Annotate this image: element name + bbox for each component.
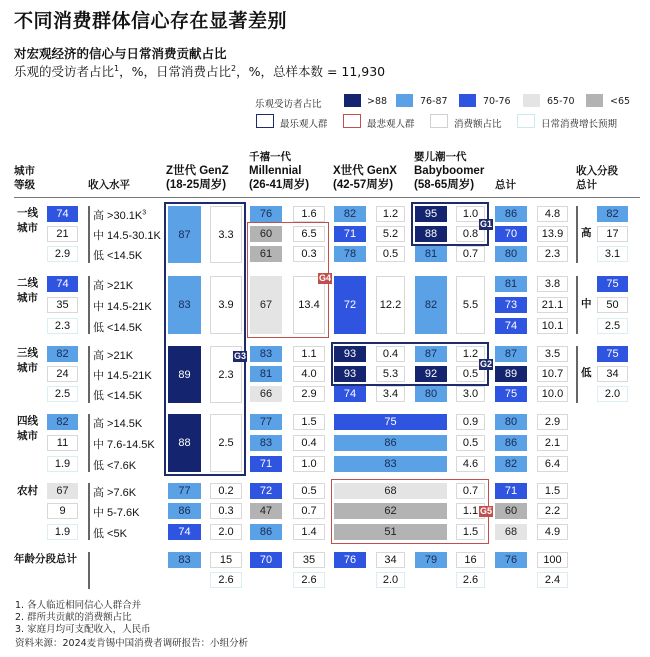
genz-optimism: 74 xyxy=(168,524,201,540)
genz-optimism: 83 xyxy=(168,276,201,334)
total-share: 21.1 xyxy=(537,297,568,313)
income-total-low-optimism: 75 xyxy=(597,346,628,362)
income-total-divider xyxy=(576,276,578,334)
boomer-share: 1.2 xyxy=(456,346,485,362)
millennial-share: 4.0 xyxy=(293,366,325,382)
total-optimism: 81 xyxy=(495,276,527,292)
genx-optimism: 78 xyxy=(334,246,366,262)
boomer-total-share: 16 xyxy=(456,552,485,568)
millennial-optimism: 47 xyxy=(250,503,282,519)
millennial-optimism: 76 xyxy=(250,206,282,222)
tier-label-tier2: 二线 城市 xyxy=(17,277,38,304)
boomer-share: 0.8 xyxy=(456,226,485,242)
boomer-total-optimism: 79 xyxy=(415,552,447,568)
income-high: 高 $>30.1K^3$ xyxy=(93,209,147,222)
income-total-high-growth: 3.1 xyxy=(597,246,628,262)
genx-share: 5.3 xyxy=(376,366,405,382)
legend-box-consumption-share xyxy=(430,114,448,128)
income-mid: 中 14.5-21K xyxy=(93,301,152,313)
boomer-share: 3.0 xyxy=(456,386,485,402)
genz-total-share: 15 xyxy=(210,552,242,568)
total-share: 2.2 xyxy=(537,503,568,519)
legend-label-65-70: 65-70 xyxy=(547,96,575,107)
legend-label-growth-expectation: 日常消费增长预期 xyxy=(541,119,618,130)
millennial-total-optimism: 70 xyxy=(250,552,282,568)
genx-boomer-share: 0.9 xyxy=(456,414,485,430)
chart-units: 乐观的受访者占比$^1$，%，日常消费占比$^2$，%，总样本数 = 11,930 xyxy=(14,63,386,79)
millennial-share: 0.7 xyxy=(293,503,325,519)
total-optimism: 80 xyxy=(495,414,527,430)
millennial-share: 6.5 xyxy=(293,226,325,242)
income-total-label-high: 高 xyxy=(581,227,592,239)
header-babyboomer: 婴儿潮一代 Babyboomer (58-65周岁) xyxy=(414,151,485,191)
income-divider xyxy=(88,414,90,472)
boomer-share: 0.7 xyxy=(456,246,485,262)
genx-share: 12.2 xyxy=(376,276,405,334)
income-low: 低 <14.5K xyxy=(93,390,143,402)
total-optimism: 73 xyxy=(495,297,527,313)
millennial-share: 1.5 xyxy=(293,414,325,430)
genx-optimism: 71 xyxy=(334,226,366,242)
tier-label-tier3: 三线 城市 xyxy=(17,347,38,374)
legend-swatch-gt88 xyxy=(344,94,361,107)
income-total-high-share: 17 xyxy=(597,226,628,242)
income-high: 高 >7.6K xyxy=(93,487,137,499)
boomer-share: 0.5 xyxy=(456,366,485,382)
millennial-optimism: 72 xyxy=(250,483,282,499)
genx-boomer-share: 4.6 xyxy=(456,456,485,472)
city-optimism: 74 xyxy=(47,206,78,222)
total-optimism: 87 xyxy=(495,346,527,362)
genz-total-optimism: 83 xyxy=(168,552,201,568)
footnote-1: 1. 各人临近相同信心人群合并 xyxy=(15,600,142,611)
total-share: 4.8 xyxy=(537,206,568,222)
tier-label-tier1: 一线 城市 xyxy=(17,207,38,234)
genx-total-growth: 2.0 xyxy=(376,572,405,588)
millennial-optimism: 81 xyxy=(250,366,282,382)
total-optimism: 71 xyxy=(495,483,527,499)
millennial-optimism: 60 xyxy=(250,226,282,242)
header-city-tier: 城市 等级 xyxy=(14,165,35,191)
income-mid: 中 5-7.6K xyxy=(93,507,140,519)
millennial-share: 0.5 xyxy=(293,483,325,499)
genx-boomer-share: 1.5 xyxy=(456,524,485,540)
genz-optimism: 87 xyxy=(168,206,201,263)
total-share: 1.5 xyxy=(537,483,568,499)
millennial-share: 1.1 xyxy=(293,346,325,362)
genx-optimism: 74 xyxy=(334,386,366,402)
millennial-optimism: 67 xyxy=(250,276,282,334)
boomer-optimism: 92 xyxy=(415,366,447,382)
total-share: 3.8 xyxy=(537,276,568,292)
tag-g5: G5 xyxy=(480,506,493,516)
genx-optimism: 93 xyxy=(334,346,366,362)
genx-share: 0.5 xyxy=(376,246,405,262)
city-growth: 2.3 xyxy=(47,318,78,334)
legend-swatch-76-87 xyxy=(396,94,413,107)
grand-total-optimism: 76 xyxy=(495,552,527,568)
boomer-optimism: 82 xyxy=(415,276,447,334)
legend-label-consumption-share: 消费额占比 xyxy=(454,119,502,130)
total-optimism: 74 xyxy=(495,318,527,334)
source-note: 资料来源：2024麦肯锡中国消费者调研报告：小组分析 xyxy=(15,638,249,649)
total-share: 2.1 xyxy=(537,435,568,451)
genz-optimism: 89 xyxy=(168,346,201,403)
legend-swatch-65-70 xyxy=(523,94,540,107)
income-total-divider xyxy=(576,346,578,403)
legend-label-76-87: 76-87 xyxy=(420,96,448,107)
genx-share: 5.2 xyxy=(376,226,405,242)
millennial-optimism: 66 xyxy=(250,386,282,402)
millennial-share: 1.4 xyxy=(293,524,325,540)
header-income-level: 收入水平 xyxy=(88,179,130,191)
city-optimism: 67 xyxy=(47,483,78,499)
genz-share: 0.2 xyxy=(210,483,242,499)
total-optimism: 86 xyxy=(495,206,527,222)
income-divider xyxy=(88,552,90,589)
legend-swatch-70-76 xyxy=(459,94,476,107)
header-genz: Z世代 GenZ (18-25周岁) xyxy=(166,165,229,191)
millennial-share: 13.4 xyxy=(293,276,325,334)
millennial-total-share: 35 xyxy=(293,552,325,568)
total-optimism: 89 xyxy=(495,366,527,382)
millennial-total-growth: 2.6 xyxy=(293,572,325,588)
genx-boomer-optimism: 62 xyxy=(334,503,447,519)
genx-boomer-share: 1.1 xyxy=(456,503,485,519)
genx-boomer-optimism: 75 xyxy=(334,414,447,430)
legend-label-gt88: >88 xyxy=(367,96,388,107)
genx-optimism: 93 xyxy=(334,366,366,382)
genx-boomer-optimism: 68 xyxy=(334,483,447,499)
page-title: 不同消费群体信心存在显著差别 xyxy=(14,10,288,32)
income-low: 低 <7.6K xyxy=(93,460,137,472)
income-total-mid-growth: 2.5 xyxy=(597,318,628,334)
total-share: 13.9 xyxy=(537,226,568,242)
millennial-optimism: 71 xyxy=(250,456,282,472)
income-high: 高 >14.5K xyxy=(93,418,143,430)
chart-subtitle: 对宏观经济的信心与日常消费贡献占比 xyxy=(14,46,227,61)
genx-boomer-optimism: 86 xyxy=(334,435,447,451)
highlight-box-g2 xyxy=(331,342,489,386)
income-total-low-share: 34 xyxy=(597,366,628,382)
income-total-divider xyxy=(576,206,578,263)
total-share: 10.0 xyxy=(537,386,568,402)
genz-share: 2.5 xyxy=(210,414,242,472)
total-share: 10.7 xyxy=(537,366,568,382)
footnote-2: 2. 群所共贡献的消费额占比 xyxy=(15,612,132,623)
income-total-mid-optimism: 75 xyxy=(597,276,628,292)
boomer-optimism: 95 xyxy=(415,206,447,222)
header-total: 总计 xyxy=(495,179,516,191)
income-low: 低 <14.5K xyxy=(93,250,143,262)
legend-box-most-optimistic xyxy=(256,114,274,128)
total-optimism: 86 xyxy=(495,435,527,451)
city-share: 35 xyxy=(47,297,78,313)
genx-boomer-optimism: 51 xyxy=(334,524,447,540)
total-optimism: 80 xyxy=(495,246,527,262)
income-total-low-growth: 2.0 xyxy=(597,386,628,402)
legend-title: 乐观受访者占比 xyxy=(255,99,322,110)
income-mid: 中 14.5-30.1K xyxy=(93,230,161,242)
income-low: 低 <14.5K xyxy=(93,322,143,334)
city-share: 21 xyxy=(47,226,78,242)
grand-total-growth: 2.4 xyxy=(537,572,568,588)
footnote-3: 3. 家庭月均可支配收入，人民币 xyxy=(15,624,151,635)
genx-boomer-share: 0.5 xyxy=(456,435,485,451)
legend-box-most-pessimistic xyxy=(343,114,361,128)
total-share: 6.4 xyxy=(537,456,568,472)
millennial-share: 1.6 xyxy=(293,206,325,222)
highlight-box-g5 xyxy=(331,479,489,544)
millennial-share: 0.3 xyxy=(293,246,325,262)
city-growth: 1.9 xyxy=(47,524,78,540)
tag-g2: G2 xyxy=(480,359,493,369)
city-growth: 1.9 xyxy=(47,456,78,472)
highlight-box-g3 xyxy=(164,202,246,476)
header-divider xyxy=(14,197,640,198)
genx-boomer-optimism: 83 xyxy=(334,456,447,472)
millennial-share: 2.9 xyxy=(293,386,325,402)
millennial-optimism: 77 xyxy=(250,414,282,430)
genx-share: 0.4 xyxy=(376,346,405,362)
footnotes xyxy=(15,600,248,650)
genx-share: 3.4 xyxy=(376,386,405,402)
genz-share: 3.9 xyxy=(210,276,242,334)
genz-optimism: 88 xyxy=(168,414,201,472)
tag-g3: G3 xyxy=(234,351,247,361)
boomer-share: 1.0 xyxy=(456,206,485,222)
genz-optimism: 77 xyxy=(168,483,201,499)
total-optimism: 68 xyxy=(495,524,527,540)
genx-optimism: 72 xyxy=(334,276,366,334)
genx-total-share: 34 xyxy=(376,552,405,568)
income-mid: 中 7.6-14.5K xyxy=(93,439,155,451)
income-total-label-low: 低 xyxy=(581,367,592,379)
city-optimism: 74 xyxy=(47,276,78,292)
millennial-optimism: 61 xyxy=(250,246,282,262)
boomer-optimism: 87 xyxy=(415,346,447,362)
income-low: 低 <5K xyxy=(93,528,127,540)
header-millennial: 千禧一代 Millennial (26-41周岁) xyxy=(249,151,310,191)
genx-total-optimism: 76 xyxy=(334,552,366,568)
income-mid: 中 14.5-21K xyxy=(93,370,152,382)
genz-share: 2.0 xyxy=(210,524,242,540)
genx-optimism: 82 xyxy=(334,206,366,222)
city-share: 9 xyxy=(47,503,78,519)
income-total-high-optimism: 82 xyxy=(597,206,628,222)
total-share: 4.9 xyxy=(537,524,568,540)
total-share: 2.3 xyxy=(537,246,568,262)
total-share: 10.1 xyxy=(537,318,568,334)
city-optimism: 82 xyxy=(47,414,78,430)
boomer-optimism: 81 xyxy=(415,246,447,262)
boomer-share: 5.5 xyxy=(456,276,485,334)
tag-g4: G4 xyxy=(319,273,332,283)
header-genx: X世代 GenX (42-57周岁) xyxy=(333,165,397,191)
income-divider xyxy=(88,206,90,263)
millennial-share: 1.0 xyxy=(293,456,325,472)
city-share: 24 xyxy=(47,366,78,382)
legend-label-most-optimistic: 最乐观人群 xyxy=(280,119,328,130)
genz-share: 2.3 xyxy=(210,346,242,403)
income-divider xyxy=(88,483,90,540)
genz-share: 3.3 xyxy=(210,206,242,263)
legend-label-lt65: <65 xyxy=(610,96,631,107)
boomer-optimism: 88 xyxy=(415,226,447,242)
tag-g1: G1 xyxy=(480,219,493,229)
total-optimism: 82 xyxy=(495,456,527,472)
header-income-total: 收入分段 总计 xyxy=(576,165,618,191)
highlight-box-g4 xyxy=(247,222,329,338)
city-growth: 2.9 xyxy=(47,246,78,262)
total-share: 2.9 xyxy=(537,414,568,430)
genx-boomer-share: 0.7 xyxy=(456,483,485,499)
city-optimism: 82 xyxy=(47,346,78,362)
city-share: 11 xyxy=(47,435,78,451)
highlight-box-g1 xyxy=(411,202,489,246)
income-total-label-mid: 中 xyxy=(581,298,592,310)
legend-box-growth-expectation xyxy=(517,114,535,128)
genz-optimism: 86 xyxy=(168,503,201,519)
genx-share: 1.2 xyxy=(376,206,405,222)
tier-label-rural: 农村 xyxy=(17,485,38,497)
total-optimism: 70 xyxy=(495,226,527,242)
millennial-optimism: 83 xyxy=(250,346,282,362)
total-share: 3.5 xyxy=(537,346,568,362)
millennial-optimism: 83 xyxy=(250,435,282,451)
grand-total-share: 100 xyxy=(537,552,568,568)
city-growth: 2.5 xyxy=(47,386,78,402)
income-high: 高 >21K xyxy=(93,280,134,292)
total-optimism: 75 xyxy=(495,386,527,402)
legend-label-70-76: 70-76 xyxy=(483,96,511,107)
age-total-label: 年龄分段总计 xyxy=(14,553,77,565)
income-high: 高 >21K xyxy=(93,350,134,362)
genz-total-growth: 2.6 xyxy=(210,572,242,588)
genz-share: 0.3 xyxy=(210,503,242,519)
tier-label-tier4: 四线 城市 xyxy=(17,415,38,442)
millennial-optimism: 86 xyxy=(250,524,282,540)
legend-swatch-lt65 xyxy=(586,94,603,107)
boomer-total-growth: 2.6 xyxy=(456,572,485,588)
legend-label-most-pessimistic: 最悲观人群 xyxy=(367,119,415,130)
total-optimism: 60 xyxy=(495,503,527,519)
income-divider xyxy=(88,346,90,403)
income-total-mid-share: 50 xyxy=(597,297,628,313)
income-divider xyxy=(88,276,90,334)
millennial-share: 0.4 xyxy=(293,435,325,451)
boomer-optimism: 80 xyxy=(415,386,447,402)
